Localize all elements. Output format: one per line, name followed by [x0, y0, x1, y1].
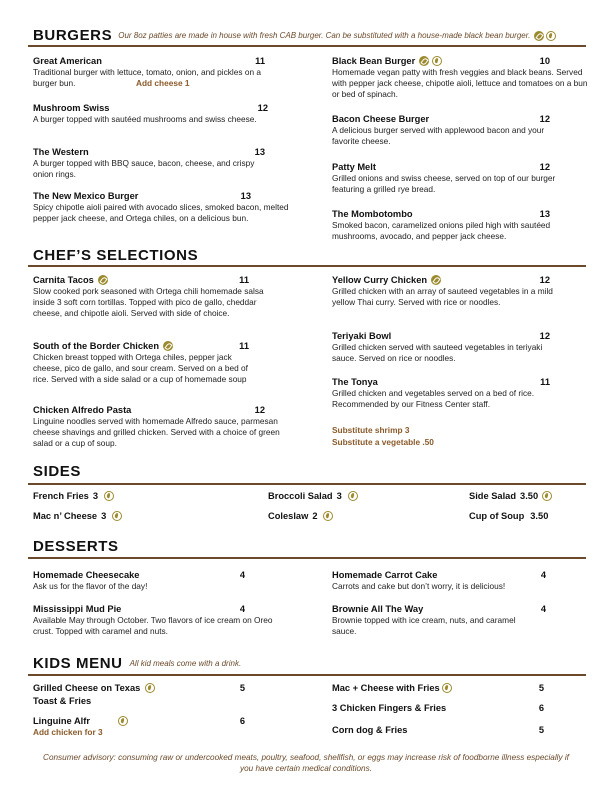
item-desc: Traditional burger with lettuce, tomato, onion, and pickles on a burger bun. — [33, 67, 261, 89]
menu-item-yellow-curry-chicken — [332, 273, 564, 308]
dessert-homemade-carrot-cake — [332, 568, 564, 592]
item-desc: Grilled onions and swiss cheese, served on top of our burger featuring a grilled rye bread. — [332, 173, 556, 195]
side-name: French Fries — [33, 491, 89, 501]
kids-item-mac-cheese — [332, 681, 544, 694]
item-desc: Ask us for the flavor of the day! — [33, 581, 148, 591]
gluten-free-icon — [546, 31, 556, 41]
item-price: 11 — [540, 376, 550, 387]
item-price: 4 — [540, 569, 546, 580]
item-price: 5 — [239, 682, 245, 693]
burgers-note: Our 8oz patties are made in house with fresh CAB burger. Can be substituted with a house-made black bean burger. — [118, 31, 531, 40]
menu-item-the-tonya — [332, 375, 564, 410]
item-name: The Tonya — [332, 376, 378, 387]
item-name: Carnita Tacos — [33, 274, 94, 285]
side-price: 3.50 — [530, 511, 549, 521]
item-price: 6 — [239, 715, 245, 726]
desserts-rule — [28, 557, 586, 559]
item-name: Mississippi Mud Pie — [33, 603, 122, 614]
side-name: Cup of Soup — [469, 511, 525, 521]
side-name: Coleslaw — [268, 511, 309, 521]
menu-item-chicken-alfredo-pasta — [33, 403, 289, 450]
gluten-free-icon — [118, 716, 128, 726]
chef-selections-title: CHEF’S SELECTIONS — [33, 247, 199, 264]
item-desc: Chicken breast topped with Ortega chiles, pepper jack cheese, pico de gallo, and sour cream. Served on a bed of rice. Served with a side salad or a cup of homemade soup — [33, 352, 248, 385]
burgers-header — [33, 27, 556, 44]
item-name: Brownie All The Way — [332, 603, 424, 614]
item-price: 4 — [540, 603, 546, 614]
kids-item-linguine-alfr — [33, 714, 245, 737]
item-desc: A burger topped with sautéed mushrooms and swiss cheese. — [33, 114, 257, 124]
desserts-title: DESSERTS — [33, 538, 119, 555]
item-price: 10 — [539, 55, 550, 66]
gluten-free-icon — [542, 491, 552, 501]
item-price: 12 — [539, 161, 550, 172]
item-desc: A delicious burger served with applewood bacon and your favorite cheese. — [332, 125, 545, 147]
item-name: Black Bean Burger — [332, 55, 416, 66]
item-price: 12 — [254, 404, 265, 415]
menu-item-bacon-cheese-burger — [332, 112, 564, 147]
kids-header — [33, 655, 241, 672]
leaf-icon — [419, 56, 429, 66]
item-desc: Grilled chicken served with sauteed vegetables in teriyaki sauce. Served on rice or noodles. — [332, 342, 543, 364]
dessert-brownie-all-the-way — [332, 602, 564, 637]
side-price: 3 — [336, 491, 342, 501]
leaf-icon — [534, 31, 544, 41]
leaf-icon — [98, 275, 108, 285]
side-name: Side Salad — [469, 491, 517, 501]
menu-item-new-mexico-burger — [33, 189, 289, 224]
item-price: 5 — [538, 682, 544, 693]
add-chicken-extra: Add chicken for 3 — [33, 727, 103, 737]
gluten-free-icon — [112, 511, 122, 521]
item-price: 12 — [539, 113, 550, 124]
chef-rule — [28, 265, 586, 267]
item-price: 6 — [538, 702, 544, 713]
item-price: 13 — [254, 146, 265, 157]
leaf-icon — [163, 341, 173, 351]
side-price: 3 — [101, 511, 107, 521]
item-desc: A burger topped with BBQ sauce, bacon, cheese, and crispy onion rings. — [33, 158, 255, 180]
item-name: Homemade Carrot Cake — [332, 569, 438, 580]
item-name: Homemade Cheesecake — [33, 569, 140, 580]
item-price: 5 — [538, 724, 544, 735]
substitute-shrimp: Substitute shrimp 3 — [332, 425, 410, 435]
item-name: Bacon Cheese Burger — [332, 113, 430, 124]
kids-item-chicken-fingers — [332, 701, 544, 714]
menu-item-the-mombotombo — [332, 207, 564, 242]
item-desc: Slow cooked pork seasoned with Ortega chili homemade salsa inside 3 soft corn tortillas. Topped with pico de gallo, cheddar cheese, and chipotle aioli. Served with side of choice. — [33, 286, 264, 319]
menu-item-teriyaki-bowl — [332, 329, 564, 364]
item-price: 13 — [539, 208, 550, 219]
substitute-vegetable: Substitute a vegetable .50 — [332, 437, 434, 447]
item-name: The New Mexico Burger — [33, 190, 139, 201]
side-price: 2 — [312, 511, 318, 521]
item-name: Grilled Cheese on Texas — [33, 682, 141, 693]
kids-item-corn-dog — [332, 723, 544, 736]
item-desc: Smoked bacon, caramelized onions piled high with sautéed mushrooms, avocado, and pepper jack cheese. — [332, 220, 551, 242]
item-name: The Mombotombo — [332, 208, 413, 219]
item-desc: Available May through October. Two flavors of ice cream on Oreo crust. Topped with caramel and nuts. — [33, 615, 273, 637]
add-cheese-extra: Add cheese 1 — [136, 78, 190, 88]
menu-item-the-western — [33, 145, 265, 180]
leaf-icon — [431, 275, 441, 285]
item-price: 12 — [257, 102, 268, 113]
item-price: 11 — [255, 55, 265, 66]
item-desc: Grilled chicken with an array of sauteed vegetables in a mild yellow Thai curry. Served with rice or noodles. — [332, 286, 553, 308]
side-name: Broccoli Salad — [268, 491, 333, 501]
gluten-free-icon — [145, 683, 155, 693]
menu-item-patty-melt — [332, 160, 564, 195]
side-coleslaw — [268, 511, 333, 521]
item-name: Patty Melt — [332, 161, 376, 172]
side-name: Mac n’ Cheese — [33, 511, 98, 521]
dessert-homemade-cheesecake — [33, 568, 265, 592]
menu-item-mushroom-swiss — [33, 101, 268, 125]
gluten-free-icon — [323, 511, 333, 521]
item-desc: Grilled chicken and vegetables served on a bed of rice. Recommended by our Fitness Center staff. — [332, 388, 535, 410]
kids-item-grilled-cheese — [33, 681, 245, 707]
sides-title: SIDES — [33, 463, 82, 480]
item-price: 4 — [239, 569, 245, 580]
item-price: 11 — [239, 274, 249, 285]
item-name: The Western — [33, 146, 89, 157]
item-name: Mac + Cheese with Fries — [332, 682, 440, 693]
item-desc: Linguine noodles served with homemade Alfredo sauce, parmesan cheese shavings and grilled chicken. Served with a choice of green salad or a cup of soup. — [33, 416, 280, 449]
item-name: Teriyaki Bowl — [332, 330, 392, 341]
gluten-free-icon — [348, 491, 358, 501]
menu-item-black-bean-burger — [332, 54, 588, 101]
side-cup-of-soup — [469, 511, 548, 521]
dessert-mississippi-mud-pie — [33, 602, 289, 637]
side-price: 3 — [92, 491, 98, 501]
burgers-title: BURGERS — [33, 27, 113, 44]
item-price: 12 — [539, 274, 550, 285]
side-french-fries — [33, 491, 114, 501]
kids-title: KIDS MENU — [33, 655, 123, 672]
sides-rule — [28, 483, 586, 485]
item-name: Chicken Alfredo Pasta — [33, 404, 132, 415]
side-price: 3.50 — [520, 491, 539, 501]
kids-rule — [28, 674, 586, 676]
gluten-free-icon — [432, 56, 442, 66]
item-name: Corn dog & Fries — [332, 724, 408, 735]
item-name: South of the Border Chicken — [33, 340, 160, 351]
item-name: Great American — [33, 55, 102, 66]
side-broccoli-salad — [268, 491, 358, 501]
gluten-free-icon — [442, 683, 452, 693]
item-desc: Carrots and cake but don’t worry, it is delicious! — [332, 581, 506, 591]
item-name: 3 Chicken Fingers & Fries — [332, 702, 447, 713]
menu-item-carnita-tacos — [33, 273, 265, 320]
item-name-continued: Toast & Fries — [33, 695, 92, 706]
menu-item-south-of-the-border-chicken — [33, 339, 265, 386]
consumer-advisory: Consumer advisory: consuming raw or undercooked meats, poultry, seafood, shellfish, or eggs may increase risk of foodborne illness especially if you have certain medical conditions. — [43, 753, 569, 773]
burgers-rule — [28, 45, 586, 47]
item-name: Linguine Alfr — [33, 715, 90, 726]
item-price: 4 — [239, 603, 245, 614]
item-desc: Brownie topped with ice cream, nuts, and caramel sauce. — [332, 615, 516, 637]
item-price: 12 — [539, 330, 550, 341]
item-desc: Homemade vegan patty with fresh veggies and black beans. Served with pepper jack cheese, chipotle aioli, lettuce and tomatoes on a bun or bed of spinach. — [332, 67, 588, 100]
side-side-salad — [469, 491, 552, 501]
item-price: 11 — [239, 340, 249, 351]
item-price: 13 — [240, 190, 251, 201]
item-name: Yellow Curry Chicken — [332, 274, 428, 285]
item-desc: Spicy chipotle aioli paired with avocado slices, smoked bacon, melted pepper jack cheese, and Ortega chiles, on a delicious bun. — [33, 202, 289, 224]
side-mac-n-cheese — [33, 511, 122, 521]
item-name: Mushroom Swiss — [33, 102, 110, 113]
gluten-free-icon — [104, 491, 114, 501]
kids-note: All kid meals come with a drink. — [129, 659, 242, 668]
